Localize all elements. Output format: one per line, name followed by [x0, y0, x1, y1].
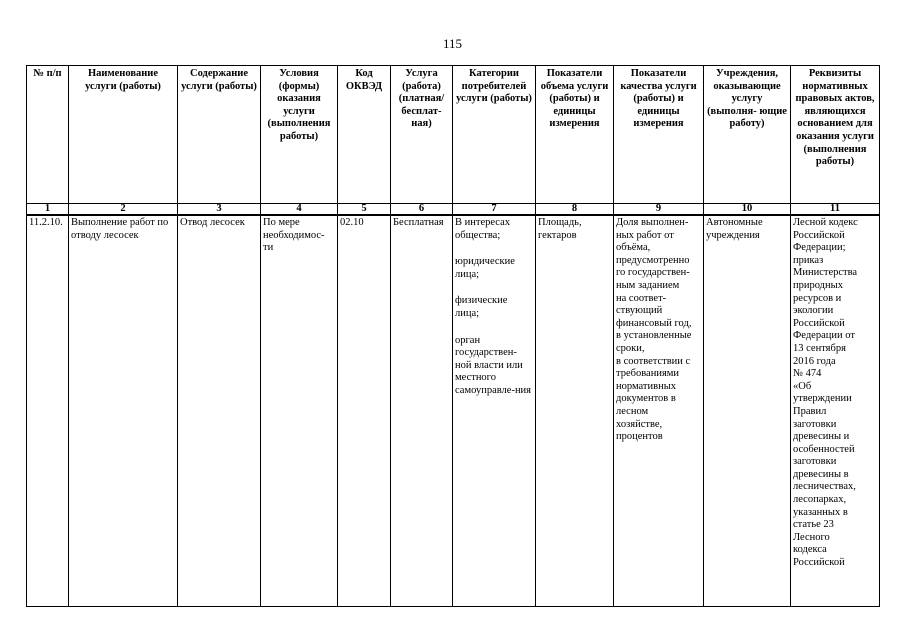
services-table	[26, 65, 880, 607]
header-cell-content: Содержание услуги (работы)	[178, 66, 261, 204]
column-number-row	[27, 204, 880, 216]
column-number: 4	[261, 204, 338, 216]
legal-acts: Лесной кодекс Российской Федерации; приказ Министерства природных ресурсов и экологии Российской Федерации от 13 сентября 2016 года № 474 «Об утверждении Правил заготовки древесины и особенностей заготовки древесины в лесничествах, лесопарках, указанных в статье 23 Лесного кодекса Российской	[791, 215, 880, 607]
header-row	[27, 66, 880, 204]
column-number: 3	[178, 204, 261, 216]
category-item: В интересах общества;	[455, 217, 510, 241]
volume-indicators: Площадь, гектаров	[536, 215, 614, 607]
column-number: 1	[27, 204, 69, 216]
institutions: Автономные учреждения	[704, 215, 791, 607]
header-cell-institutions: Учреждения, оказывающие услугу (выполня- ющие работу)	[704, 66, 791, 204]
page-number: 115	[442, 36, 463, 51]
category-item: юридические лица;	[455, 256, 515, 280]
row-number: 11.2.10.	[27, 215, 69, 607]
table-row	[27, 215, 880, 607]
service-name: Выполнение работ по отводу лесосек	[69, 215, 178, 607]
header-cell-acts: Реквизиты нормативных правовых актов, являющихся основанием для оказания услуги (выполнения работы)	[791, 66, 880, 204]
header-cell-categories: Категории потребителей услуги (работы)	[453, 66, 536, 204]
header-cell-num: № п/п	[27, 66, 69, 204]
header-cell-okved: Код ОКВЭД	[338, 66, 391, 204]
service-conditions: По мере необходимос- ти	[261, 215, 338, 607]
header-cell-conditions: Условия (формы) оказания услуги (выполнения работы)	[261, 66, 338, 204]
service-content: Отвод лесосек	[178, 215, 261, 607]
column-number: 10	[704, 204, 791, 216]
column-number: 6	[391, 204, 453, 216]
column-number: 11	[791, 204, 880, 216]
header-cell-name: Наименование услуги (работы)	[69, 66, 178, 204]
column-number: 9	[614, 204, 704, 216]
okved-code: 02.10	[338, 215, 391, 607]
header-cell-quality: Показатели качества услуги (работы) и единицы измерения	[614, 66, 704, 204]
column-number: 7	[453, 204, 536, 216]
paid-status: Бесплатная	[391, 215, 453, 607]
consumer-categories	[453, 215, 536, 607]
column-number: 8	[536, 204, 614, 216]
category-item: орган государствен-ной власти или местного самоуправле-ния	[455, 334, 532, 396]
category-item: физические лица;	[455, 295, 508, 319]
column-number: 5	[338, 204, 391, 216]
column-number: 2	[69, 204, 178, 216]
header-cell-volume: Показатели объема услуги (работы) и единицы измерения	[536, 66, 614, 204]
quality-indicators: Доля выполнен- ных работ от объёма, предусмотренно го государствен- ным заданием на соответ- ствующий финансовый год, в установленные сроки, в соответствии с требованиями нормативных документов в лесном хозяйстве, процентов	[614, 215, 704, 607]
header-cell-paid: Услуга (работа) (платная/ бесплат- ная)	[391, 66, 453, 204]
